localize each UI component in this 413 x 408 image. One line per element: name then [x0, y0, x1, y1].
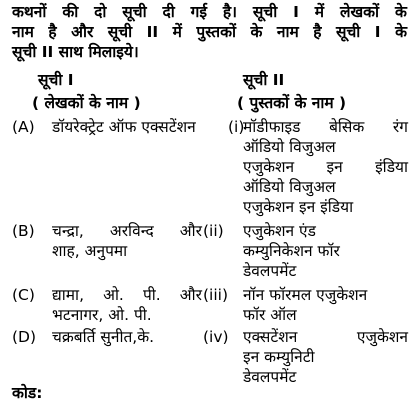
list1-subtitle: ( लेखकों के नाम ) — [32, 94, 141, 112]
book-iii-line-2: फॉर ऑल — [243, 306, 297, 324]
book-ii-line-1: एजुकेशन एंड — [243, 222, 316, 240]
book-iv-line-3: डेवलपमेंट — [243, 368, 297, 386]
book-iv-line-2: इन कम्युनिटी — [243, 348, 315, 366]
row-label-b: (B) — [12, 222, 35, 240]
book-ii-line-3: डेवलपमेंट — [243, 262, 297, 280]
list2-subtitle: ( पुस्तकों के नाम ) — [237, 94, 347, 112]
book-ii — [243, 221, 408, 281]
author-a — [52, 117, 202, 137]
book-i-line-2: ऑडियो विजुअल — [243, 138, 336, 156]
list2-title: सूची II — [243, 71, 285, 89]
book-i-line-4: ऑडियो विजुअल — [243, 178, 336, 196]
book-ii-line-2: कम्युनिकेशन फॉर — [243, 242, 340, 260]
book-iv-line-1: एक्सटेंशन एजुकेशन — [243, 328, 408, 346]
author-c — [52, 285, 202, 325]
author-a-line-1: डॉयरेक्ट्रेट ऑफ एक्सटेंशन — [52, 118, 196, 136]
roman-ii: (ii) — [203, 222, 224, 240]
row-label-d: (D) — [12, 328, 37, 346]
question-line-2: नाम है और सूची II में पुस्तकों के नाम है सूची I के — [12, 23, 407, 41]
question-text — [12, 2, 407, 62]
question-line-1: कथनों की दो सूची दी गई है। सूची I में लेखकों के — [12, 3, 407, 21]
question-line-3: सूची II साथ मिलाइये। — [12, 43, 139, 61]
book-iii-line-1: नॉन फॉरमल एजुकेशन — [243, 286, 368, 304]
book-iii — [243, 285, 408, 325]
list1-title: सूची I — [38, 71, 74, 89]
roman-iii: (iii) — [203, 286, 229, 304]
author-d-line-1: चक्रबर्ति सुनीत,के. — [52, 328, 155, 346]
row-label-a: (A) — [12, 118, 35, 136]
book-i — [243, 117, 408, 217]
book-iv — [243, 327, 408, 387]
book-i-line-1: मॉडीफाइड बेसिक रंग — [243, 118, 408, 136]
roman-iv: (iv) — [203, 328, 229, 346]
author-b — [52, 221, 202, 261]
author-c-line-2: भटनागर, ओ. पी. — [52, 306, 152, 324]
row-label-c: (C) — [12, 286, 35, 304]
author-c-line-1: द्यामा, ओ. पी. और — [52, 286, 202, 304]
author-b-line-2: शाह, अनुपमा — [52, 242, 128, 260]
roman-i: (i) — [228, 118, 245, 136]
book-i-line-5: एजुकेशन इन इंडिया — [243, 198, 354, 216]
code-label: कोड: — [12, 384, 43, 402]
author-d — [52, 327, 202, 347]
book-i-line-3: एजुकेशन इन इंडिया — [243, 158, 408, 176]
author-b-line-1: चन्द्रा, अरविन्द और — [52, 222, 202, 240]
